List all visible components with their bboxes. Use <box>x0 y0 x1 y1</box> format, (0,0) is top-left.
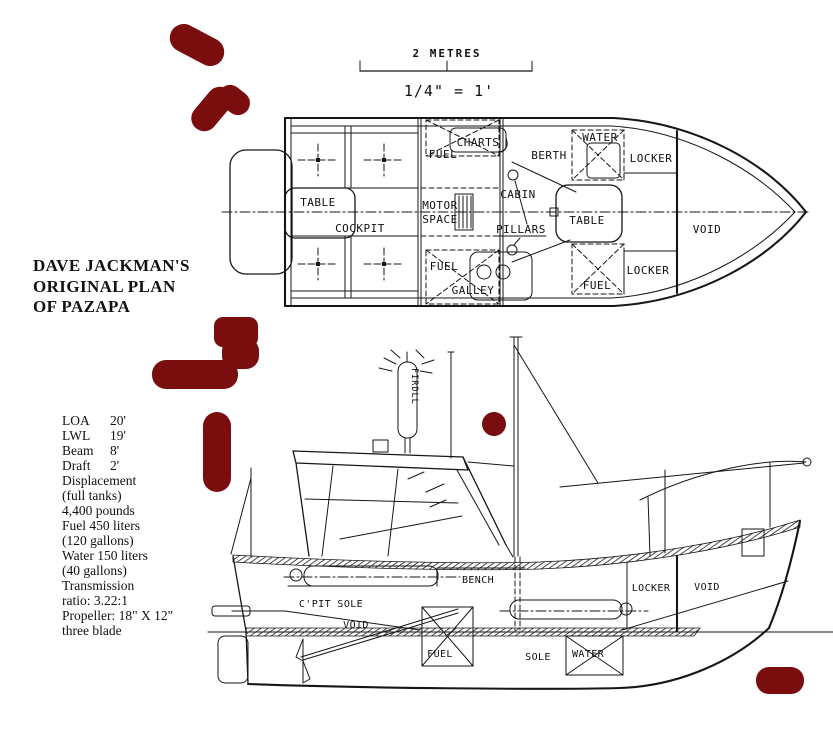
spec-note: Displacement <box>62 473 137 488</box>
cabin-figure <box>500 600 648 619</box>
label-motor-space: MOTOR <box>422 199 458 212</box>
spec-dimension: LWL 19' <box>62 428 126 443</box>
spec-note: 4,400 pounds <box>62 503 135 518</box>
label-void-bow: VOID <box>694 582 720 593</box>
spec-dimension: Beam 8' <box>62 443 120 458</box>
label-cockpit: COCKPIT <box>335 222 385 235</box>
ink-stain <box>203 412 231 492</box>
title-line: OF PAZAPA <box>33 297 131 316</box>
radar-reflector <box>379 350 434 453</box>
spec-dimension: LOA 20' <box>62 413 126 428</box>
label-motor-space: SPACE <box>422 213 458 226</box>
label-water-plan: WATER <box>582 131 618 144</box>
spec-note: Propeller: 18" X 12" <box>62 608 174 623</box>
label-sole: SOLE <box>525 652 551 663</box>
label-table-forward: TABLE <box>569 214 605 227</box>
label-locker-side: LOCKER <box>631 583 671 594</box>
scale-length-label: 2 METRES <box>412 47 482 60</box>
ink-stain <box>152 360 238 389</box>
label-radar-reflector: FIRDLL <box>409 368 419 405</box>
spec-note: (120 gallons) <box>62 533 134 548</box>
ink-stain <box>482 412 506 436</box>
bow-pulpit <box>560 458 811 556</box>
label-bench: BENCH <box>461 575 495 586</box>
label-fuel-aft: FUEL <box>582 279 612 292</box>
rudder <box>218 636 248 683</box>
title-line: ORIGINAL PLAN <box>33 276 176 296</box>
spec-note: (full tanks) <box>62 488 122 503</box>
side-view <box>208 337 833 689</box>
ink-stain <box>165 19 229 71</box>
sheer-band <box>233 520 800 570</box>
label-void-plan: VOID <box>692 223 722 236</box>
title-line: DAVE JACKMAN'S <box>33 256 190 275</box>
spec-note: Water 150 liters <box>62 548 148 563</box>
label-galley: GALLEY <box>451 284 495 297</box>
label-pillars: PILLARS <box>496 223 546 236</box>
label-fuel-side: FUEL <box>427 649 453 660</box>
label-locker-forward: LOCKER <box>629 152 673 165</box>
ink-stain <box>756 667 804 694</box>
spec-note: three blade <box>62 623 122 638</box>
label-cabin: CABIN <box>500 188 536 201</box>
light-rays <box>379 350 434 373</box>
scale-ratio-label: 1/4" = 1' <box>403 82 495 100</box>
spec-note: ratio: 3.22:1 <box>62 593 128 608</box>
spec-note: Fuel 450 liters <box>62 518 140 533</box>
spec-dimension: Draft 2' <box>62 458 120 473</box>
label-fuel-forward: FUEL <box>428 148 458 161</box>
mast-and-rigging <box>448 337 598 630</box>
label-water-side: WATER <box>571 649 605 660</box>
plan-pillars <box>497 170 546 255</box>
label-locker-aft: LOCKER <box>626 264 670 277</box>
scale-bar <box>360 47 532 100</box>
label-cockpit-sole: C'PIT SOLE <box>298 599 364 610</box>
side-interior <box>232 556 677 675</box>
label-fuel-galley: FUEL <box>429 260 459 273</box>
spec-note: Transmission <box>62 578 135 593</box>
label-berth: BERTH <box>531 149 567 162</box>
label-charts: CHARTS <box>456 136 500 149</box>
label-table-aft: TABLE <box>300 196 336 209</box>
label-void-aft: VOID <box>343 620 369 631</box>
plan-view <box>222 118 810 306</box>
wheelhouse <box>293 440 514 557</box>
spec-note: (40 gallons) <box>62 563 127 578</box>
propeller <box>296 639 310 683</box>
